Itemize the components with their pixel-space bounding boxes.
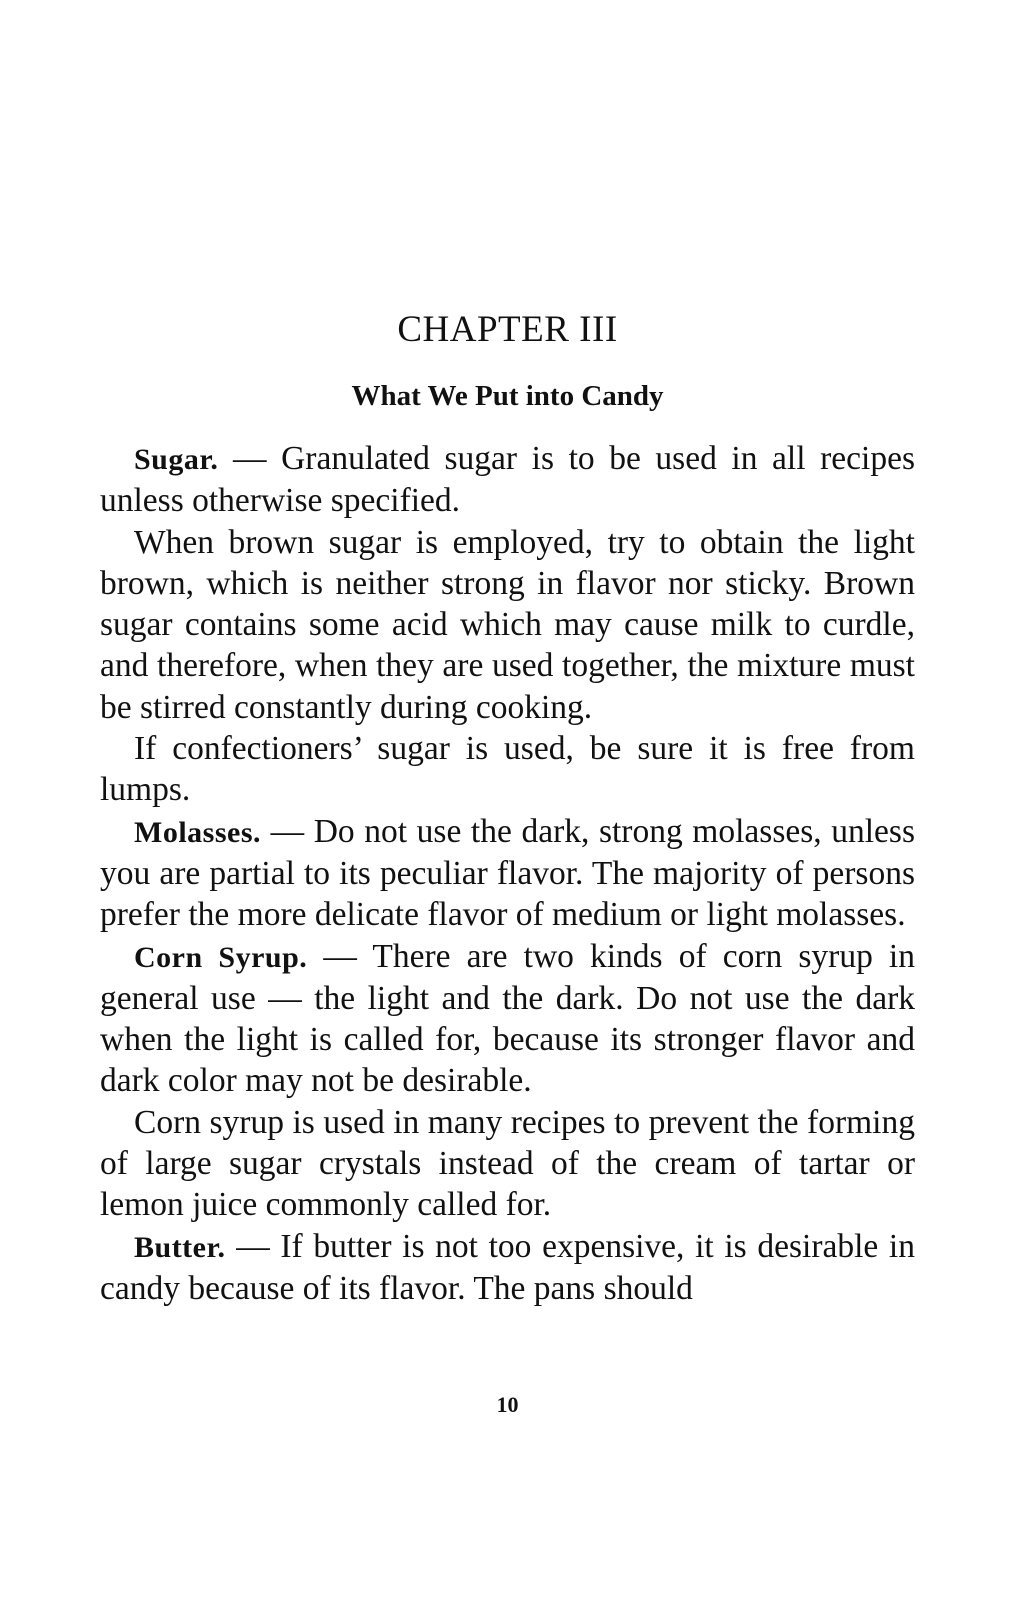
chapter-heading: CHAPTER III bbox=[397, 309, 618, 350]
paragraph-text: When brown sugar is employed, try to obtain the light brown, which is neither strong in flavor nor sticky. Brown sugar contains some acid which may cause milk to curdle, and therefore, when they are used together, the mixture must be stirred constantly during cooking. bbox=[100, 523, 915, 726]
paragraph-text: — There are two kinds of corn syrup in general use — the light and the dark. Do not use the dark when the light is called for, because its stronger flavor and dark color may not be desirable. bbox=[100, 937, 915, 1100]
run-in-heading-sugar: Sugar. bbox=[134, 443, 219, 476]
paragraph-butter bbox=[100, 1226, 915, 1310]
paragraph-text: — If butter is not too expensive, it is desirable in candy because of its flavor. The pans should bbox=[100, 1227, 915, 1307]
chapter-title: What We Put into Candy bbox=[351, 380, 664, 412]
page-number: 10 bbox=[496, 1392, 519, 1417]
paragraph-confectioners-sugar bbox=[100, 728, 915, 811]
paragraph-text: If confectioners’ sugar is used, be sure it is free from lumps. bbox=[100, 730, 915, 809]
paragraph-text: — Granulated sugar is to be used in all recipes unless otherwise specified. bbox=[100, 440, 915, 520]
book-page bbox=[100, 0, 915, 1600]
paragraph-corn-syrup bbox=[100, 936, 915, 1102]
run-in-heading-molasses: Molasses. bbox=[134, 815, 261, 849]
paragraph-molasses bbox=[100, 811, 915, 936]
run-in-heading-corn-syrup: Corn Syrup. bbox=[134, 940, 308, 974]
paragraph-sugar bbox=[100, 438, 915, 522]
run-in-heading-butter: Butter. bbox=[134, 1230, 226, 1264]
paragraph-text: Corn syrup is used in many recipes to prevent the forming of large sugar crystals instead of the cream of tartar or lemon juice commonly called for. bbox=[100, 1103, 915, 1224]
paragraph-brown-sugar bbox=[100, 522, 915, 728]
paragraph-text: — Do not use the dark, strong molasses, unless you are partial to its peculiar flavor. The majority of persons prefer the more delicate flavor of medium or light molasses. bbox=[100, 812, 915, 934]
body-text bbox=[100, 438, 915, 1309]
paragraph-corn-syrup-usage bbox=[100, 1102, 915, 1226]
